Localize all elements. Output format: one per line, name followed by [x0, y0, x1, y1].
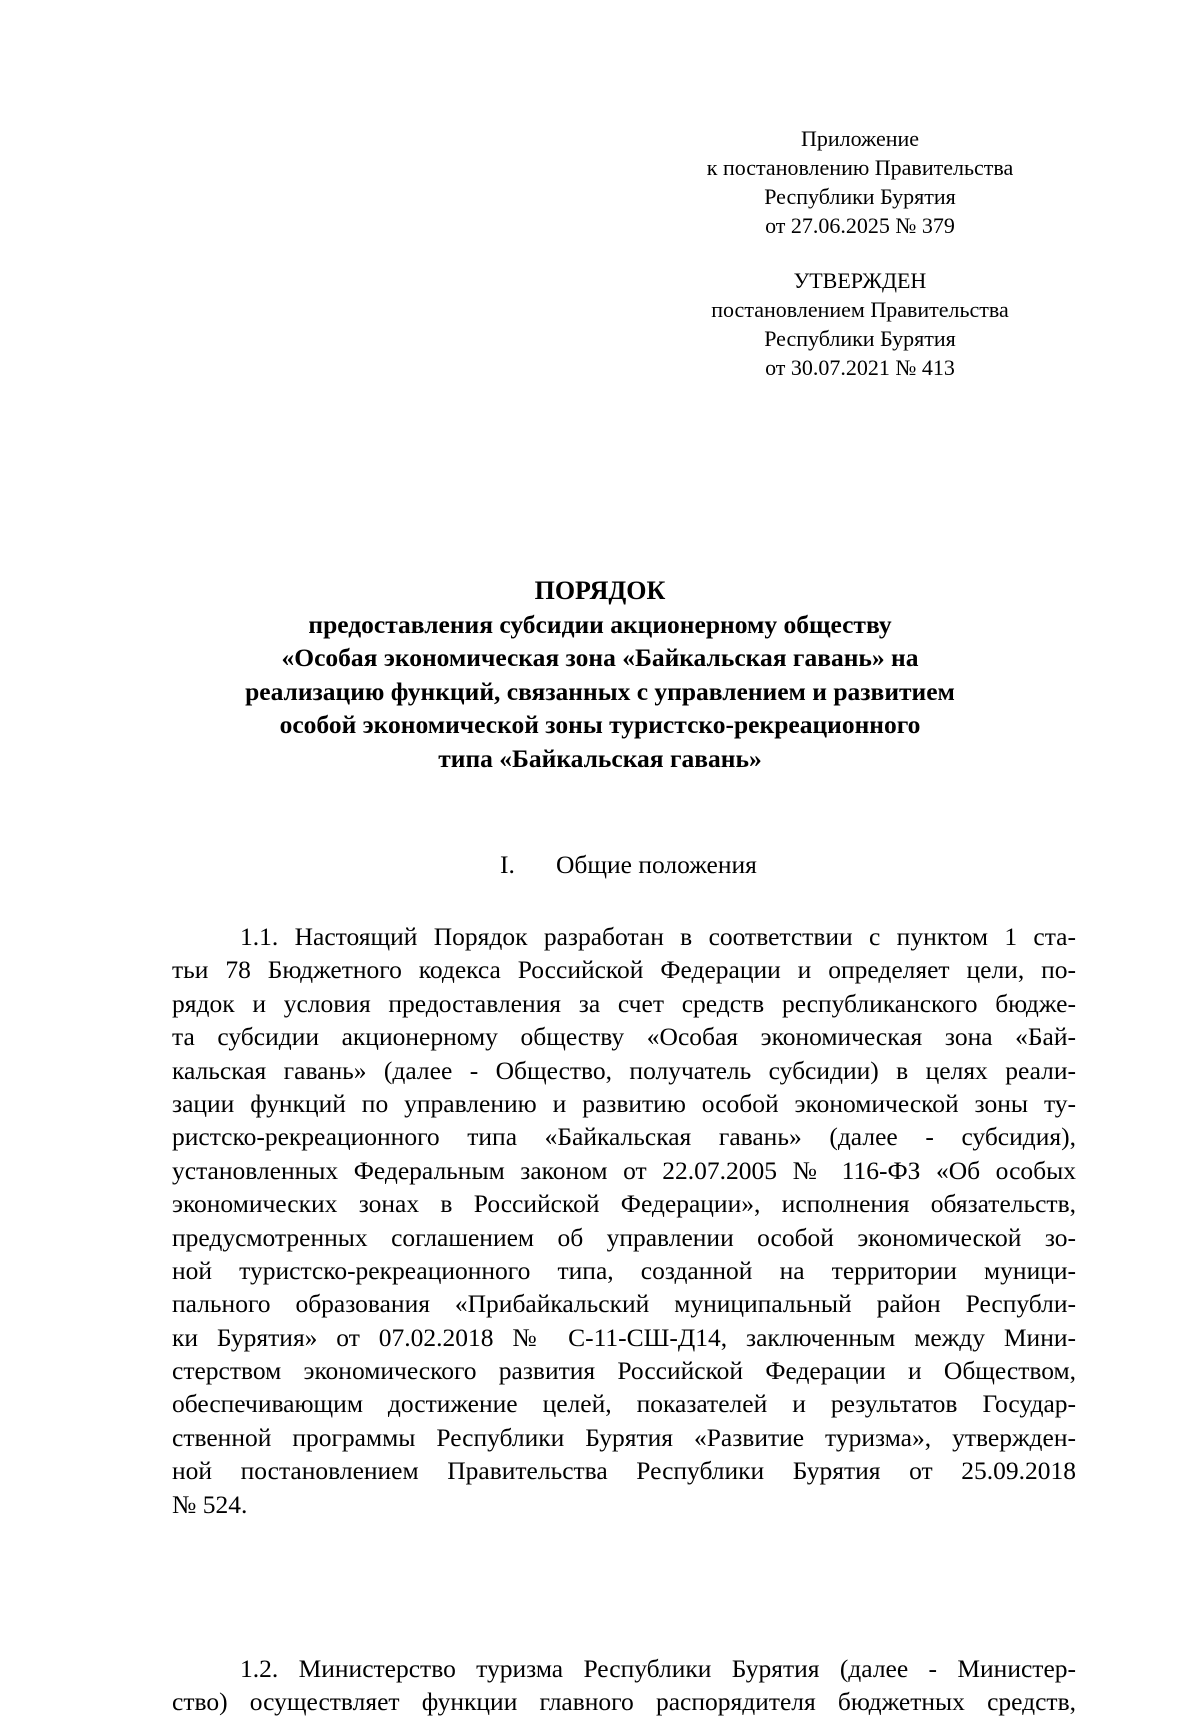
approved-line: Республики Бурятия [764, 326, 956, 351]
paragraph-line: № 524. [172, 1489, 248, 1519]
title-line: особой экономической зоны туристско-рекреационного [279, 710, 921, 739]
paragraph-line: кальская гавань» (далее - Общество, получатель субсидии) в целях реали- [172, 1055, 1076, 1085]
paragraph-line: ки Бурятия» от 07.02.2018 № С-11-СШ-Д14, заключенным между Мини- [172, 1322, 1076, 1352]
appendix-line: от 27.06.2025 № 379 [765, 213, 955, 238]
appendix-line: к постановлению Правительства [706, 155, 1014, 180]
paragraph-line: экономических зонах в Российской Федерации», исполнения обязательств, [172, 1189, 1076, 1219]
paragraph-line: предусмотренных соглашением об управлении особой экономической зо- [172, 1222, 1076, 1252]
paragraph-line: 1.2. Министерство туризма Республики Бурятия (далее - Министер- [240, 1654, 1076, 1683]
paragraph-line: стерством экономического развития Российской Федерации и Обществом, [172, 1356, 1076, 1386]
paragraph-line: зации функций по управлению и развитию особой экономической зоны ту- [172, 1088, 1076, 1118]
title-line: «Особая экономическая зона «Байкальская гавань» на [281, 643, 919, 672]
paragraph-line: рядок и условия предоставления за счет средств республиканского бюдже- [172, 988, 1076, 1018]
approved-line: от 30.07.2021 № 413 [765, 355, 955, 380]
approved-line: УТВЕРЖДЕН [793, 268, 927, 293]
section-title: Общие положения [556, 850, 757, 879]
paragraph-line: тьи 78 Бюджетного кодекса Российской Федерации и определяет цели, по- [172, 955, 1076, 985]
paragraph-line: обеспечивающим достижение целей, показателей и результатов Государ- [172, 1389, 1076, 1419]
title-line: типа «Байкальская гавань» [438, 743, 762, 773]
paragraph-line: ристско-рекреационного типа «Байкальская гавань» (далее - субсидия), [172, 1122, 1076, 1152]
paragraph-line: ство) осуществляет функции главного распорядителя бюджетных средств, [172, 1687, 1076, 1717]
paragraph-line: 1.1. Настоящий Порядок разработан в соответствии с пунктом 1 ста- [240, 922, 1076, 951]
paragraph-line: установленных Федеральным законом от 22.07.2005 № 116-ФЗ «Об особых [172, 1155, 1076, 1185]
paragraph-line: ной постановлением Правительства Республики Бурятия от 25.09.2018 [172, 1456, 1076, 1486]
paragraph-1-1 [172, 920, 1076, 1521]
paragraph-line: пального образования «Прибайкальский муниципальный район Республи- [172, 1289, 1076, 1319]
appendix-header [650, 124, 1070, 240]
approved-header [650, 266, 1070, 382]
title-main: ПОРЯДОК [534, 576, 666, 605]
title-line: реализацию функций, связанных с управлением и развитием [245, 676, 955, 706]
document-title [120, 574, 1080, 775]
paragraph-line: та субсидии акционерному обществу «Особая экономическая зона «Бай- [172, 1022, 1076, 1052]
paragraph-1-2 [172, 1652, 1076, 1719]
paragraph-line: ной туристско-рекреационного типа, созданной на территории муници- [172, 1255, 1076, 1285]
section-number: I. [500, 850, 515, 879]
approved-line: постановлением Правительства [711, 297, 1009, 322]
appendix-line: Республики Бурятия [764, 184, 956, 209]
paragraph-line: ственной программы Республики Бурятия «Развитие туризма», утвержден- [172, 1422, 1076, 1452]
title-line: предоставления субсидии акционерному обществу [308, 609, 892, 639]
appendix-line: Приложение [800, 126, 920, 151]
